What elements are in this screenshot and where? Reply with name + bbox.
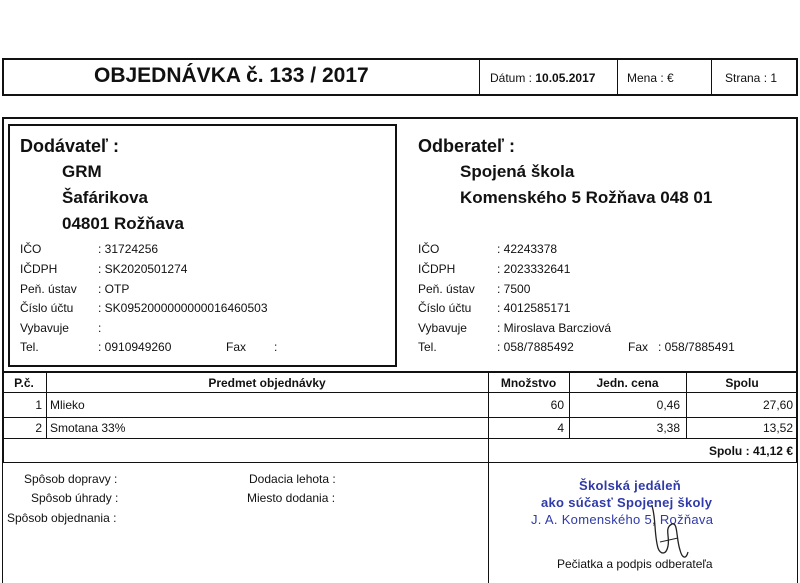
supplier-icdph-value: : SK2020501274 [98, 262, 188, 276]
supplier-bank-label: Peň. ústav [20, 282, 77, 296]
grand-total [600, 444, 793, 458]
customer-bank-label: Peň. ústav [418, 282, 475, 296]
supplier-fax-value: : [274, 340, 278, 354]
customer-contact-value: : Miroslava Barcziová [497, 321, 612, 335]
date-value: 10.05.2017 [535, 71, 596, 85]
customer-account-label: Číslo účtu [418, 301, 472, 315]
customer-name: Spojená škola [460, 162, 575, 181]
supplier-tel-value: : 0910949260 [98, 340, 172, 354]
order-method-label: Spôsob objednania : [7, 511, 117, 525]
customer-icdph-value: : 2023332641 [497, 262, 571, 276]
order-title: OBJEDNÁVKA č. 133 / 2017 [94, 64, 369, 87]
customer-fax-label: Fax [628, 340, 649, 354]
date-field [490, 71, 595, 85]
supplier-icdph-label: IČDPH [20, 262, 58, 276]
row-2-item: Smotana 33% [50, 421, 126, 435]
supplier-heading: Dodávateľ : [20, 136, 119, 156]
delivery-place-label: Miesto dodania : [247, 491, 336, 505]
transport-label: Spôsob dopravy : [24, 472, 118, 486]
row-1-total: 27,60 [762, 398, 793, 412]
col-header-no: P.č. [14, 376, 34, 390]
supplier-contact-label: Vybavuje [20, 321, 69, 335]
table-header-line [2, 392, 798, 393]
row-2-total: 13,52 [762, 421, 793, 435]
supplier-ico-label: IČO [20, 242, 42, 256]
page-label: Strana : [725, 71, 768, 85]
supplier-contact-value: : [98, 321, 102, 335]
customer-account-value: : 4012585171 [497, 301, 571, 315]
stamp-line-3: J. A. Komenského 5, Rožňava [531, 512, 714, 527]
customer-bank-value: : 7500 [497, 282, 531, 296]
customer-fax-value: : 058/7885491 [658, 340, 735, 354]
footer-left-border [2, 463, 3, 583]
col-header-unit-price: Jedn. cena [596, 376, 659, 390]
supplier-name: GRM [62, 162, 102, 181]
customer-heading: Odberateľ : [418, 136, 515, 156]
row-2-qty: 4 [557, 421, 564, 435]
col-header-qty: Množstvo [500, 376, 557, 390]
signature-caption: Pečiatka a podpis odberateľa [557, 557, 713, 571]
stamp-line-2: ako súčasť Spojenej školy [541, 495, 713, 510]
supplier-bank-value: : OTP [98, 282, 130, 296]
supplier-city: 04801 Rožňava [62, 214, 184, 233]
row-1-qty: 60 [550, 398, 564, 412]
header-divider [617, 60, 618, 94]
row-1-no: 1 [35, 398, 42, 412]
header-divider [479, 60, 480, 94]
supplier-account-value: : SK0952000000000016460503 [98, 301, 268, 315]
table-row-line [2, 438, 798, 439]
col-header-total: Spolu [725, 376, 759, 390]
customer-address: Komenského 5 Rožňava 048 01 [460, 188, 713, 207]
grand-total-value: 41,12 € [752, 444, 793, 458]
table-row-line [2, 417, 798, 418]
customer-ico-value: : 42243378 [497, 242, 558, 256]
customer-icdph-label: IČDPH [418, 262, 456, 276]
date-label: Dátum : [490, 71, 533, 85]
page-value: 1 [770, 71, 778, 85]
delivery-term-label: Dodacia lehota : [249, 472, 336, 486]
footer-divider [488, 463, 489, 583]
customer-ico-label: IČO [418, 242, 440, 256]
customer-tel-label: Tel. [418, 340, 437, 354]
supplier-ico-value: : 31724256 [98, 242, 159, 256]
supplier-tel-label: Tel. [20, 340, 39, 354]
currency-field [627, 71, 674, 85]
currency-label: Mena : [627, 71, 664, 85]
row-1-unit-price: 0,46 [656, 398, 680, 412]
row-2-unit-price: 3,38 [656, 421, 680, 435]
customer-tel-value: : 058/7885492 [497, 340, 574, 354]
currency-value: € [667, 71, 674, 85]
supplier-street: Šafárikova [62, 188, 148, 207]
grand-total-label: Spolu : [708, 444, 750, 458]
supplier-fax-label: Fax [226, 340, 247, 354]
col-header-item: Predmet objednávky [208, 376, 326, 390]
payment-label: Spôsob úhrady : [31, 491, 119, 505]
customer-contact-label: Vybavuje [418, 321, 467, 335]
header-divider [711, 60, 712, 94]
row-1-item: Mlieko [50, 398, 85, 412]
stamp-line-1: Školská jedáleň [579, 478, 682, 493]
page-field [725, 71, 777, 85]
row-2-no: 2 [35, 421, 42, 435]
supplier-account-label: Číslo účtu [20, 301, 74, 315]
footer-right-border [797, 463, 798, 583]
